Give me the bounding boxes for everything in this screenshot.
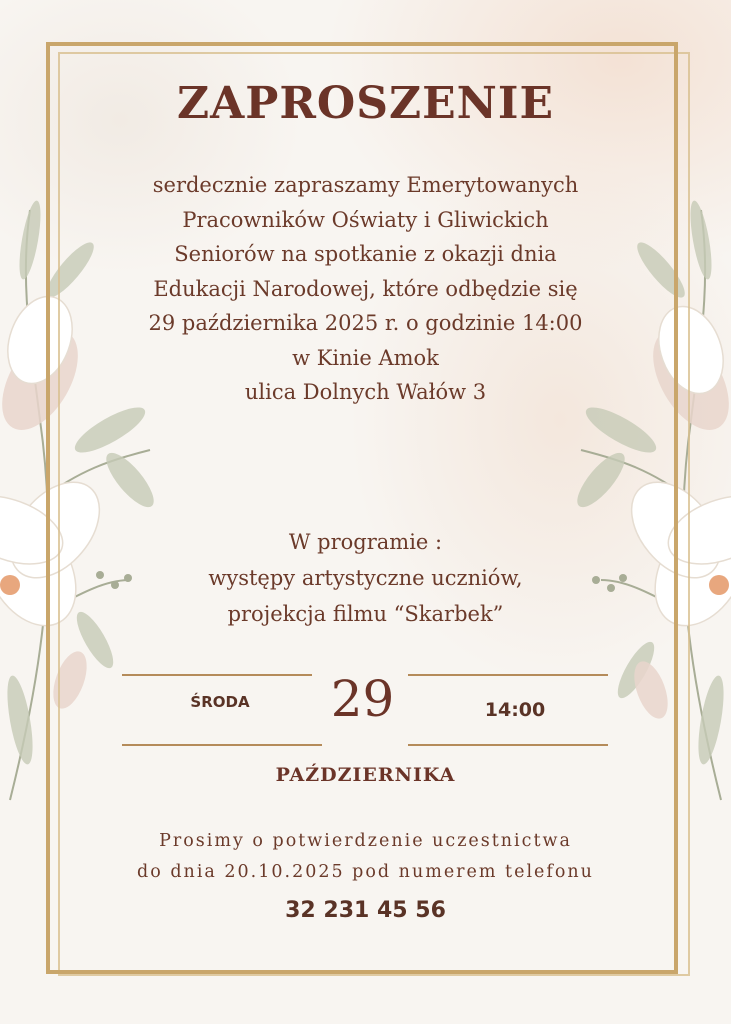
phone-number: 32 231 45 56	[285, 898, 446, 923]
invitation-line: 29 października 2025 r. o godzinie 14:00	[148, 311, 583, 335]
invitation-line: Edukacji Narodowej, które odbędzie się	[153, 276, 578, 301]
program-heading: W programie :	[288, 530, 443, 554]
day-number: 29	[330, 670, 395, 728]
invitation-line: serdecznie zapraszamy Emerytowanych	[152, 173, 579, 197]
program-item: projekcja filmu “Skarbek”	[227, 602, 504, 626]
invitation-line: w Kinie Amok	[292, 345, 439, 370]
invitation-line: Pracowników Oświaty i Gliwickich	[182, 207, 549, 232]
month-label: PAŹDZIERNIKA	[275, 764, 456, 786]
event-time: 14:00	[484, 699, 546, 721]
invitation-line: Seniorów na spotkanie z okazji dnia	[174, 242, 557, 266]
invitation-line: ulica Dolnych Wałów 3	[244, 380, 487, 404]
page-title: ZAPROSZENIE	[176, 78, 554, 129]
date-rule-top-right	[408, 674, 608, 676]
confirmation-line: do dnia 20.10.2025 pod numerem telefonu	[137, 862, 594, 882]
date-rule-top-left	[122, 674, 312, 676]
date-rule-bottom-right	[408, 744, 608, 746]
confirmation-line: Prosimy o potwierdzenie uczestnictwa	[159, 831, 572, 851]
confirmation-text	[90, 826, 641, 888]
program-section	[90, 524, 641, 632]
date-rule-bottom-left	[122, 744, 322, 746]
day-of-week: ŚRODA	[190, 693, 250, 711]
program-item: występy artystyczne uczniów,	[208, 566, 523, 590]
invitation-text	[90, 168, 641, 410]
